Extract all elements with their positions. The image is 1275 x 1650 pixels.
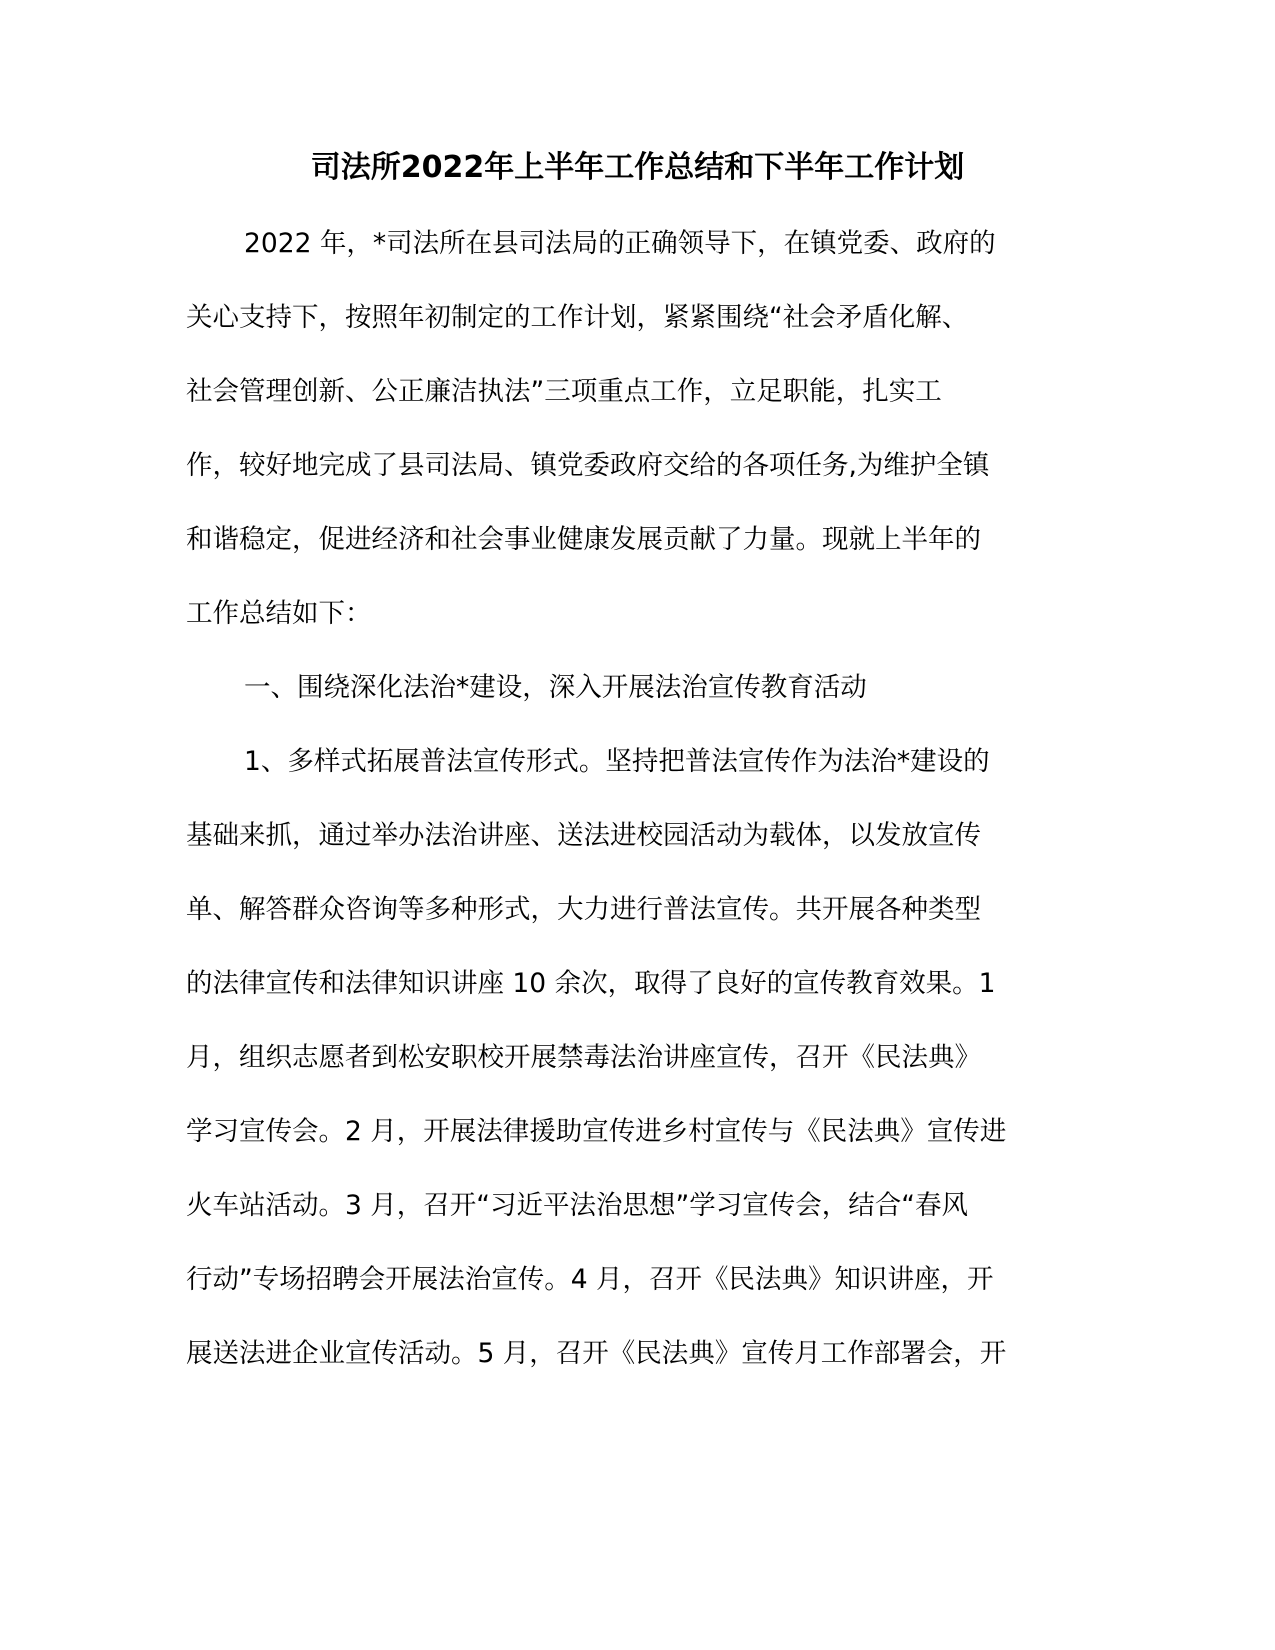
paragraph-line: 和谐稳定，促进经济和社会事业健康发展贡献了力量。现就上半年的 bbox=[186, 524, 981, 555]
paragraph-line: 关心支持下，按照年初制定的工作计划，紧紧围绕“社会矛盾化解、 bbox=[186, 302, 969, 333]
paragraph-line: 1、多样式拓展普法宣传形式。坚持把普法宣传作为法治*建设的 bbox=[244, 746, 990, 777]
paragraph-line: 月，组织志愿者到松安职校开展禁毒法治讲座宣传，召开《民法典》 bbox=[186, 1042, 981, 1073]
paragraph-line: 展送法进企业宣传活动。5 月，召开《民法典》宣传月工作部署会，开 bbox=[186, 1338, 1007, 1369]
document-title: 司法所2022年上半年工作总结和下半年工作计划 bbox=[310, 150, 965, 185]
paragraph-line: 2022 年，*司法所在县司法局的正确领导下，在镇党委、政府的 bbox=[244, 228, 996, 259]
paragraph-line: 基础来抓，通过举办法治讲座、送法进校园活动为载体，以发放宣传 bbox=[186, 820, 981, 851]
paragraph-line: 的法律宣传和法律知识讲座 10 余次，取得了良好的宣传教育效果。1 bbox=[186, 968, 996, 999]
paragraph-line: 作，较好地完成了县司法局、镇党委政府交给的各项任务,为维护全镇 bbox=[186, 450, 990, 481]
section-heading: 一、围绕深化法治*建设，深入开展法治宣传教育活动 bbox=[244, 672, 867, 703]
paragraph-line: 行动”专场招聘会开展法治宣传。4 月，召开《民法典》知识讲座，开 bbox=[186, 1264, 994, 1295]
paragraph-line: 工作总结如下： bbox=[186, 598, 372, 629]
paragraph-line: 单、解答群众咨询等多种形式，大力进行普法宣传。共开展各种类型 bbox=[186, 894, 981, 925]
paragraph-line: 学习宣传会。2 月，开展法律援助宣传进乡村宣传与《民法典》宣传进 bbox=[186, 1116, 1007, 1147]
paragraph-line: 火车站活动。3 月，召开“习近平法治思想”学习宣传会，结合“春风 bbox=[186, 1190, 968, 1221]
paragraph-line: 社会管理创新、公正廉洁执法”三项重点工作，立足职能，扎实工 bbox=[186, 376, 942, 407]
